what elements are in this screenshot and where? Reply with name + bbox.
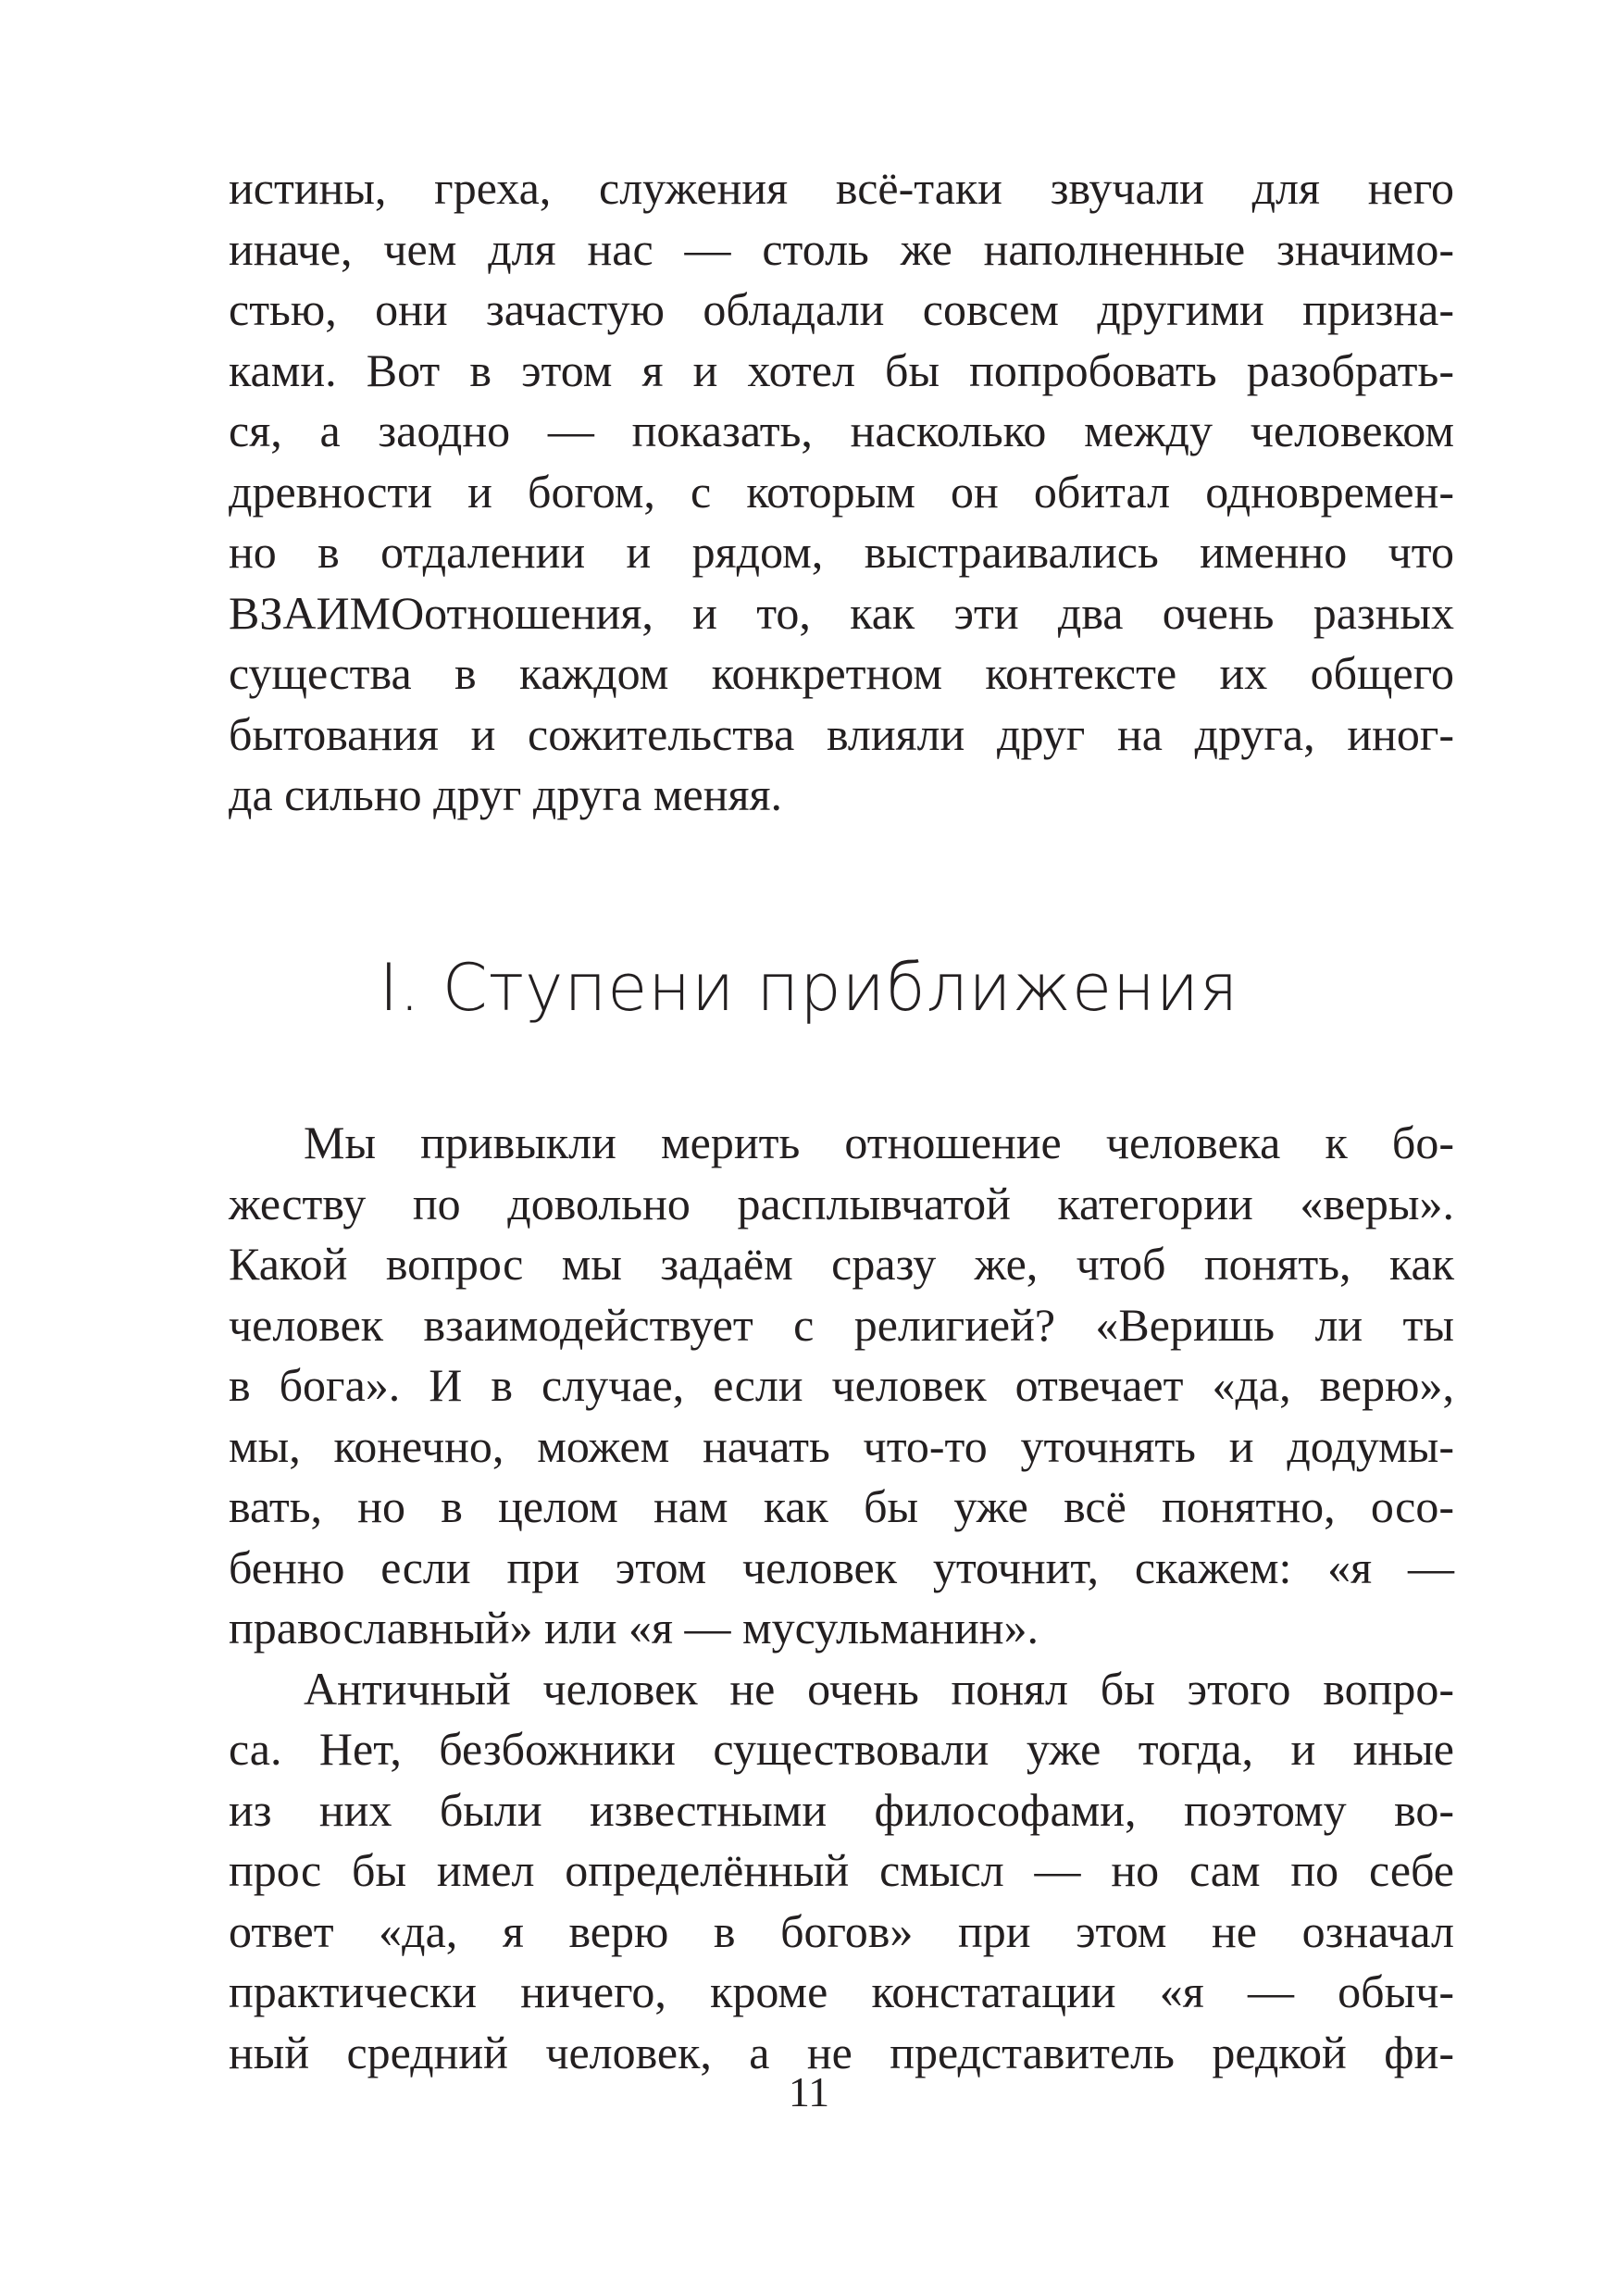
text-line: в бога». И в случае, если человек отвечает «да, верю», <box>229 1359 1454 1411</box>
paragraph-1 <box>229 1113 1454 1659</box>
text-line: человек взаимодействует с религией? «Веришь ли ты <box>229 1298 1454 1351</box>
text-line: мы, конечно, можем начать что-то уточнять и додумы- <box>229 1419 1454 1472</box>
text-line: ВЗАИМОотношения, и то, как эти два очень разных <box>229 586 1454 639</box>
text-line: прос бы имел определённый смысл — но сам по себе <box>229 1844 1454 1896</box>
text-line: стью, они зачастую обладали совсем другими призна- <box>229 283 1454 335</box>
text-line: существа в каждом конкретном контексте их общего <box>229 647 1454 699</box>
text-line: иначе, чем для нас — столь же наполненные значимо- <box>229 222 1454 275</box>
text-line: ками. Вот в этом я и хотел бы попробовать разобрать- <box>229 343 1454 396</box>
paragraph-2 <box>229 1659 1454 2084</box>
text-line: бытования и сожительства влияли друг на друга, иног- <box>229 707 1454 760</box>
chapter-heading: I. Ступени приближения <box>379 950 1239 1026</box>
text-line: бенно если при этом человек уточнит, скажем: «я — <box>229 1541 1454 1593</box>
text-line: Мы привыкли мерить отношение человека к бо- <box>304 1117 1454 1168</box>
top-paragraph <box>229 158 1454 826</box>
text-line: из них были известными философами, поэтому во- <box>229 1783 1454 1836</box>
body-text <box>229 1113 1454 2083</box>
text-line: да сильно друг друга меняя. <box>229 768 782 820</box>
text-line: истины, греха, служения всё-таки звучали для него <box>229 162 1454 214</box>
text-line: Античный человек не очень понял бы этого вопро- <box>304 1662 1454 1715</box>
text-line: са. Нет, безбожники существовали уже тогда, и иные <box>229 1723 1454 1775</box>
page-number: 11 <box>788 2068 830 2115</box>
text-line: древности и богом, с которым он обитал одновремен- <box>229 465 1454 518</box>
text-line: жеству по довольно расплывчатой категории «веры». <box>229 1177 1454 1229</box>
text-line: ный средний человек, а не представитель редкой фи- <box>229 2026 1454 2078</box>
text-line: Какой вопрос мы задаём сразу же, чтоб понять, как <box>229 1238 1454 1290</box>
text-line: вать, но в целом нам как бы уже всё понятно, осо- <box>229 1480 1454 1532</box>
text-line: ответ «да, я верю в богов» при этом не означал <box>229 1904 1454 1957</box>
text-line: но в отдалении и рядом, выстраивались именно что <box>229 526 1454 578</box>
text-line: православный» или «я — мусульманин». <box>229 1602 1039 1653</box>
text-line: практически ничего, кроме констатации «я — обыч- <box>229 1965 1454 2017</box>
text-line: ся, а заодно — показать, насколько между человеком <box>229 405 1454 456</box>
